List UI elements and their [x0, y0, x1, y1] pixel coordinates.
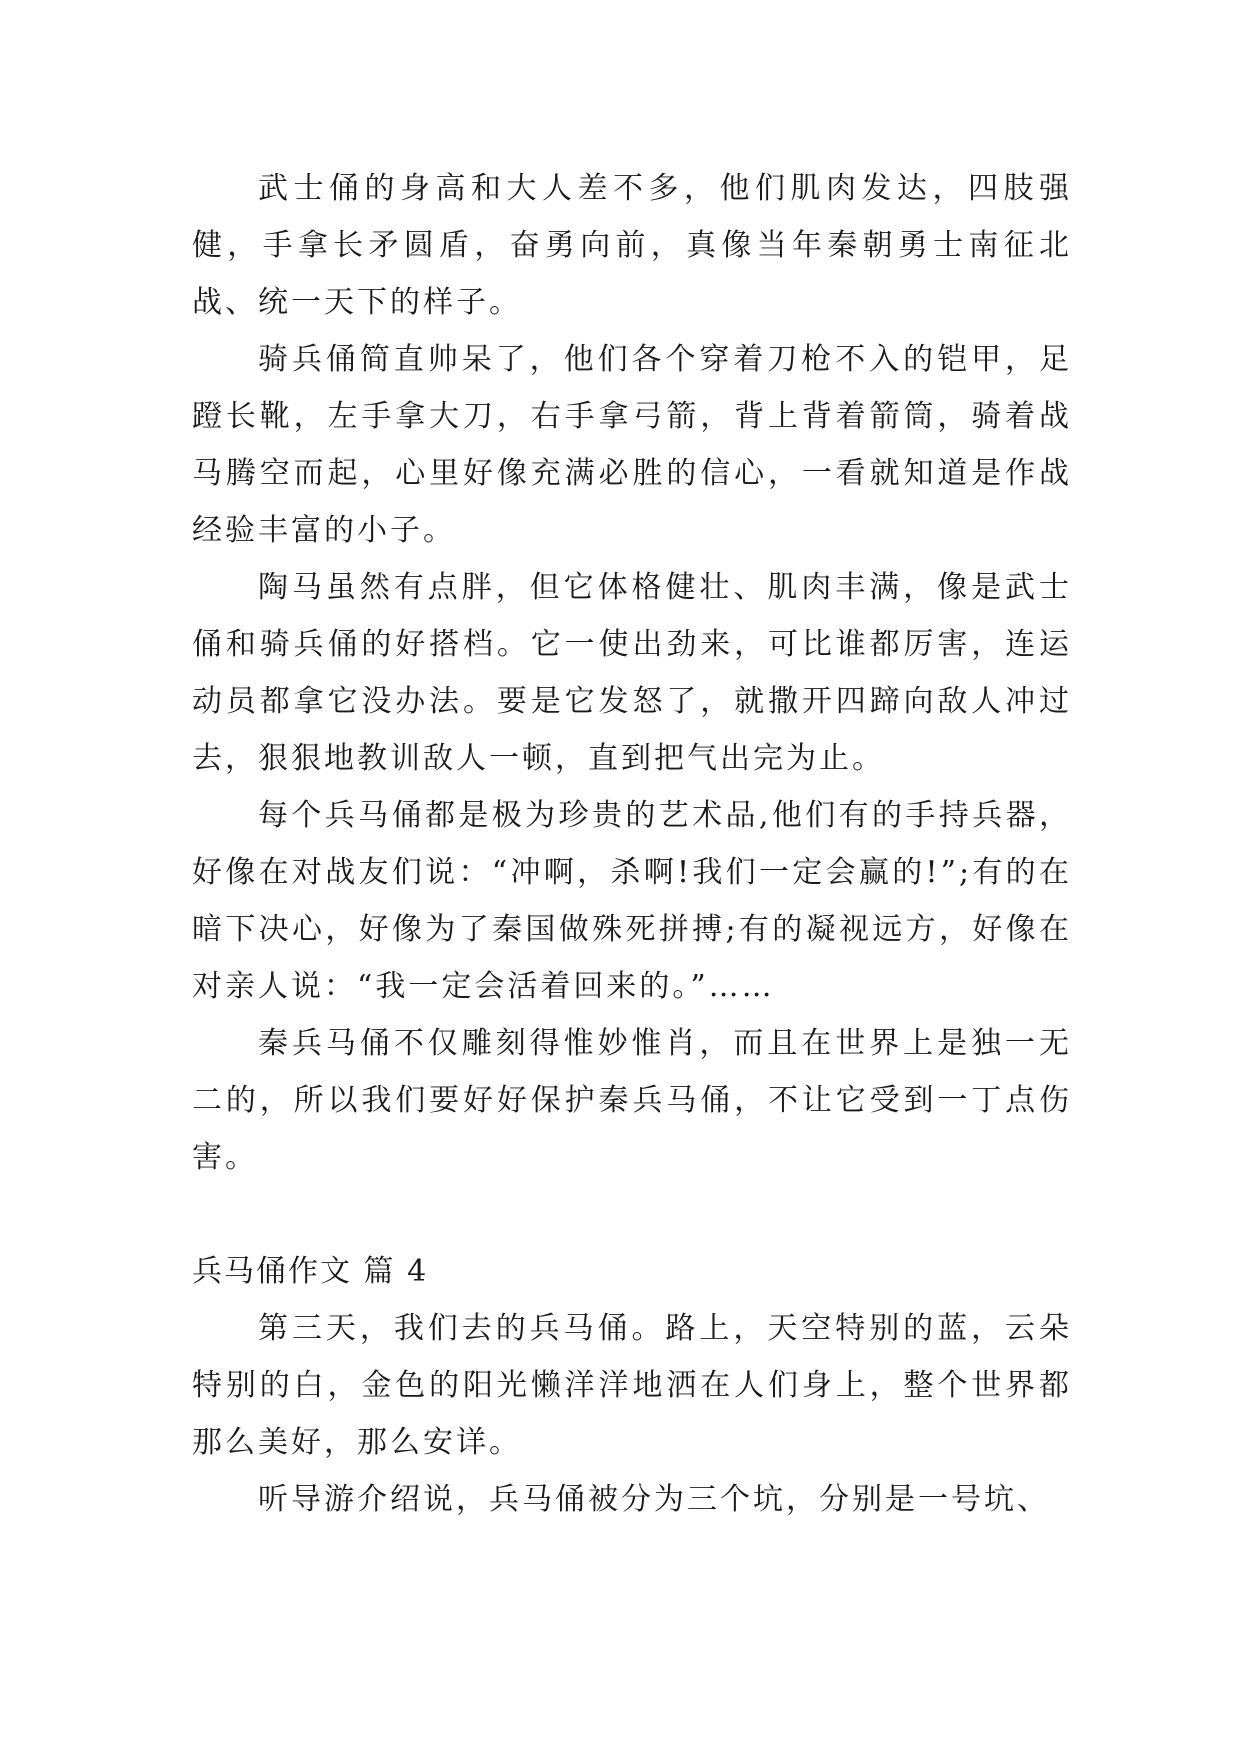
- paragraph-third-day: 第三天，我们去的兵马俑。路上，天空特别的蓝，云朵特别的白，金色的阳光懒洋洋地洒在人们身上，整个世界都那么美好，那么安详。: [192, 1311, 1072, 1460]
- paragraph-guide: 听导游介绍说，兵马俑被分为三个坑，分别是一号坑、: [258, 1482, 1050, 1517]
- paragraph-cavalry: 骑兵俑简直帅呆了，他们各个穿着刀枪不入的铠甲，足蹬长靴，左手拿大刀，右手拿弓箭，背上背着箭筒，骑着战马腾空而起，心里好像充满必胜的信心，一看就知道是作战经验丰富的小子。: [192, 342, 1072, 548]
- section-spacer: [192, 1186, 1072, 1243]
- paragraph-artwork: 每个兵马俑都是极为珍贵的艺术品,他们有的手持兵器，好像在对战友们说：“冲啊，杀啊!我们一定会赢的!”;有的在暗下决心，好像为了秦国做殊死拼搏;有的凝视远方，好像在对亲人说：“我一定会活着回来的。”……: [192, 798, 1072, 1004]
- paragraph-protect: 秦兵马俑不仅雕刻得惟妙惟肖，而且在世界上是独一无二的，所以我们要好好保护秦兵马俑，不让它受到一丁点伤害。: [192, 1026, 1072, 1175]
- paragraph-horse: 陶马虽然有点胖，但它体格健壮、肌肉丰满，像是武士俑和骑兵俑的好搭档。它一使出劲来，可比谁都厉害，连运动员都拿它没办法。要是它发怒了，就撒开四蹄向敌人冲过去，狠狠地教训敌人一顿，直到把气出完为止。: [192, 570, 1072, 776]
- document-body: [192, 160, 1072, 1528]
- paragraph-warrior: 武士俑的身高和大人差不多，他们肌肉发达，四肢强健，手拿长矛圆盾，奋勇向前，真像当年秦朝勇士南征北战、统一天下的样子。: [192, 171, 1072, 320]
- section-title: 兵马俑作文 篇 4: [192, 1254, 429, 1289]
